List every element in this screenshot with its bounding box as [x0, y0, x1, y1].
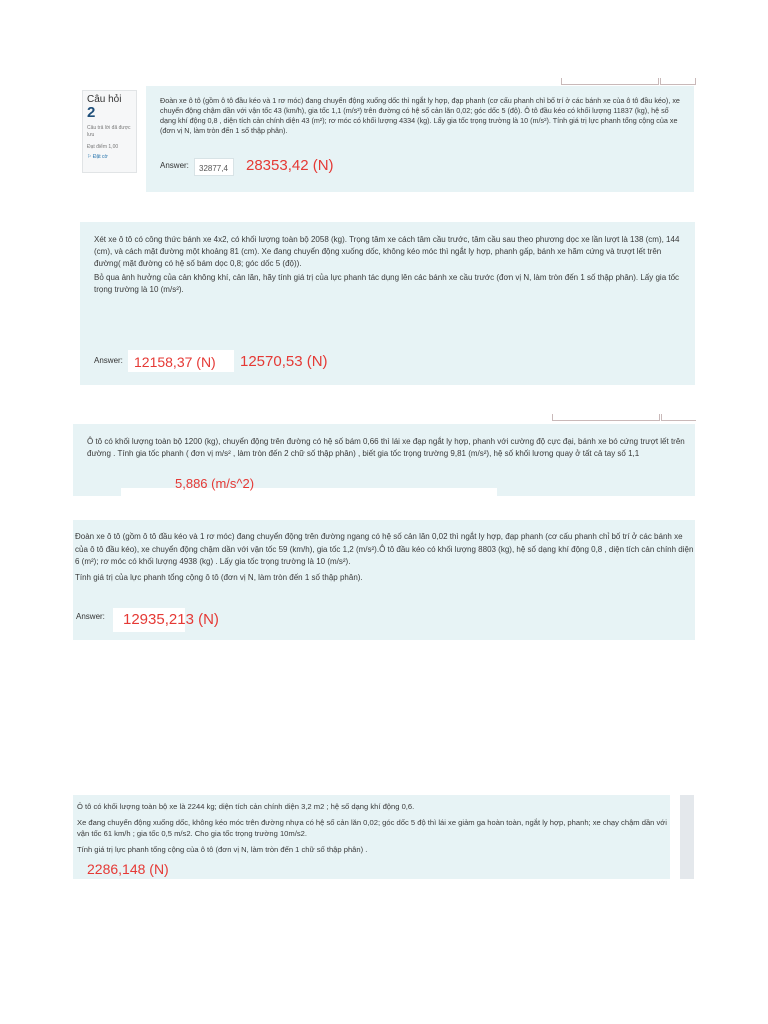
question-paragraph: Xét xe ô tô có công thức bánh xe 4x2, có khối lượng toàn bộ 2058 (kg). Trọng tâm xe cách tâm cầu trước, tâm cầu sau theo phương dọc xe lần lượt là 138 (cm), 144 (cm), và cách mặt đường một khoảng 81 (cm). Xe đang chuyển động xuống dốc, không kéo móc thì ngắt ly hợp, phanh gấp, bánh xe hãm cứng và trượt lết trên đường( mặt đường có hệ số bám dọc 0,8; góc dốc 5 (độ)). [94, 235, 680, 268]
question-paragraph: Xe đang chuyển động xuống dốc, không kéo móc trên đường nhựa có hệ số cản lăn 0,02; góc dốc 5 độ thì lái xe giảm ga hoàn toàn, ngắt ly hợp, phanh; xe chạy chậm dần với vận tốc 61 km/h ; gia tốc 0,5 m/s2. Cho gia tốc trọng trường 10m/s2. [77, 817, 667, 838]
flag-label: Đặt cờ [92, 154, 108, 160]
question-info-panel [82, 90, 137, 173]
question-paragraph: Tính giá trị của lực phanh tổng cộng ô tô (đơn vị N, làm tròn đến 1 số thập phân). [75, 572, 363, 582]
tab-outline [561, 78, 659, 85]
answer-input[interactable]: 32877,4 [194, 158, 234, 176]
question-label: Câu hỏi [87, 94, 122, 105]
handwritten-answer: 12935,213 (N) [123, 611, 219, 628]
handwritten-answer: 28353,42 (N) [246, 157, 334, 174]
answer-label: Answer: [160, 161, 189, 170]
tab-outline [552, 414, 660, 421]
answer-label: Answer: [76, 612, 105, 621]
question-points: Đạt điểm 1,00 [87, 144, 119, 150]
handwritten-answer: 2286,148 (N) [87, 861, 169, 877]
question-text [75, 531, 695, 584]
question-text: Đoàn xe ô tô (gồm ô tô đầu kéo và 1 rơ móc) đang chuyển động xuống dốc thì ngắt ly hợp, đạp phanh (cơ cấu phanh chỉ bố trí ở các bánh xe của ô tô đầu kéo), xe chuyển động chậm dần với vận tốc 43 (km/h), gia tốc 1,1 (m/s²) trên đường có hệ số cản lăn 0,02; góc dốc 5 (độ). Ô tô đầu kéo có khối lượng 11837 (kg), hệ số dạng khí động 0,8 , diện tích cản chính diện 43 (m²); rơ móc có khối lượng 4334 (kg). Lấy gia tốc trọng trường là 10 (m/s²). Tính giá trị lực phanh tổng cộng của xe (đơn vị N, làm tròn đến 1 số thập phân). [160, 96, 680, 135]
answer-label: Answer: [94, 356, 123, 365]
question-number: 2 [87, 104, 96, 121]
flag-question-link[interactable] [87, 154, 132, 160]
answer-value: 12158,37 (N) [134, 354, 216, 370]
handwritten-answer: 5,886 (m/s^2) [175, 476, 255, 491]
tab-outline [661, 414, 696, 421]
handwritten-answer: 12570,53 (N) [240, 353, 328, 370]
question-paragraph: Đoàn xe ô tô (gồm ô tô đầu kéo và 1 rơ móc) đang chuyển động trên đường ngang có hệ số cản lăn 0,02 thì ngắt ly hợp, đạp phanh (cơ cấu phanh chỉ bố trí ở các bánh xe của ô tô đầu kéo), xe chuyển động chậm dần với vận tốc 59 (km/h), gia tốc 1,2 (m/s²).Ô tô đầu kéo có khối lượng 8803 (kg), hệ số dạng khí động 0,8 , diện tích cản chính diện 6 (m²); rơ móc có khối lượng 4938 (kg) . Lấy gia tốc trọng trường là 10 (m/s²). [75, 532, 694, 566]
question-text [94, 234, 690, 296]
flag-icon: ⚐ [87, 154, 92, 160]
scrollbar[interactable] [680, 795, 694, 879]
question-text [77, 801, 667, 855]
answer-status: Câu trả lời đã được lưu [87, 125, 131, 138]
question-paragraph: Bỏ qua ảnh hưởng của cản không khí, cản lăn, hãy tính giá trị của lực phanh tác dụng lên các bánh xe cầu trước (đơn vị N, làm tròn đến 1 số thập phân). Lấy gia tốc trọng trường là 10 (m/s²). [94, 273, 680, 294]
question-card-3 [73, 424, 695, 496]
question-card-1 [146, 86, 694, 192]
question-card-4 [73, 520, 695, 640]
question-text: Ô tô có khối lượng toàn bộ 1200 (kg), chuyển động trên đường có hệ số bám 0,66 thì lái xe đạp ngắt ly hợp, phanh với cường độ cực đại, bánh xe bó cứng trượt lết trên đường . Tính gia tốc phanh ( đơn vị m/s² , làm tròn đến 2 chữ số thập phân) , biết gia tốc trọng trường 9,81 (m/s²), hệ số khối lương quay ở tất cả tay số 1,1 [87, 437, 685, 458]
question-card-2 [80, 222, 695, 385]
tab-outline [660, 78, 696, 85]
question-paragraph: Tính giá trị lực phanh tổng cộng của ô tô (đơn vị N, làm tròn đến 1 chữ số thập phân) . [77, 844, 368, 854]
question-paragraph: Ô tô có khối lượng toàn bộ xe là 2244 kg; diện tích cản chính diện 3,2 m2 ; hệ số dạng khí động 0,6. [77, 802, 415, 811]
question-card-5 [73, 795, 670, 879]
